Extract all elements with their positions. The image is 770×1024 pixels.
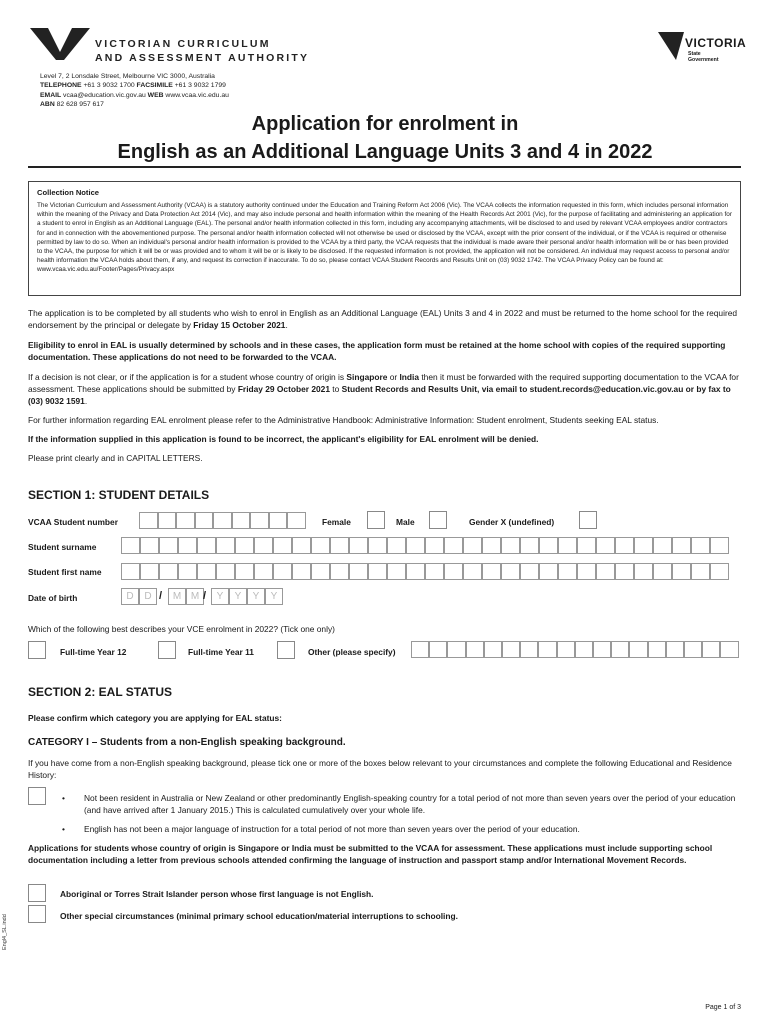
surname-cell[interactable] [501, 537, 520, 554]
other-specify-cell[interactable] [702, 641, 720, 658]
female-label: Female [322, 517, 351, 527]
genderx-label: Gender X (undefined) [469, 517, 555, 527]
other-specify-cell[interactable] [538, 641, 556, 658]
bullet-icon: • [62, 793, 65, 803]
firstname-cell[interactable] [254, 563, 273, 580]
dob-separator: / [159, 590, 163, 602]
female-checkbox[interactable] [367, 511, 385, 529]
other-specify-cell[interactable] [447, 641, 465, 658]
surname-cell[interactable] [140, 537, 159, 554]
dob-placeholder: Y [270, 591, 278, 602]
dob-label: Date of birth [28, 593, 78, 603]
surname-cell[interactable] [482, 537, 501, 554]
page-number: Page 1 of 3 [705, 1004, 741, 1011]
other-specify-cell[interactable] [648, 641, 666, 658]
firstname-cell[interactable] [330, 563, 349, 580]
dob-placeholder: Y [216, 591, 224, 602]
other-specify-cell[interactable] [575, 641, 593, 658]
firstname-cell[interactable] [368, 563, 387, 580]
dob-placeholder: D [126, 591, 134, 602]
intro-p2: Eligibility to enrol in EAL is usually determined by schools and in these cases, the application form must be retained at the home school with copies of the required supporting documentation. These applications do not need to be forwarded to the VCAA. [28, 340, 726, 362]
genderx-checkbox[interactable] [579, 511, 597, 529]
address-block: Level 7, 2 Lonsdale Street, Melbourne VIC 3000, Australia TELEPHONE +61 3 9032 1700 FACSIMILE +61 3 9032 1799 EMAIL vcaa@education.vic.gov.au WEB www.vcaa.vic.edu.au ABN 82 628 957 617 [40, 73, 229, 109]
surname-cell[interactable] [273, 537, 292, 554]
surname-cell[interactable] [406, 537, 425, 554]
notice-text: The Victorian Curriculum and Assessment Authority (VCAA) is a statutory authority continued under the Education and Training Reform Act 2006 (Vic). The VCAA collects the information requested in this form, which includes personal information within the meaning of the Privacy and Data Protection Act 2014 (Vic), and may also include personal and health information within the meaning of the Health Records Act 2001 (Vic), for the purpose of facilitating and administering an application for a student to enrol in English as an Additional Language (EAL). The personal and/or health information collected in this form, including any accompanying attachments, will be disclosed to and used by relevant VCAA employees and/or contractors for and in connection with the abovementioned purpose. The personal and/or health information collected will not otherwise be used or disclosed by the VCAA, except with the prior consent of the individual, or if the VCAA is required or otherwise permitted by law to do so. When an individual's personal and/or health information is provided to the VCAA by a third party, the VCAA requests that the individual is made aware their personal and/or health information will be or has been provided to the VCAA, the purpose for which it will be or was provided and to whom it will be or is likely to be disclosed. If the requested information is not provided, the application will not be considered. An individual may request access to personal and/or health information the VCAA holds about them, if any, and request its correction if inaccurate. To do so, please contact VCAA Student Records and Results Unit on (03) 9032 1742. The VCAA Privacy Policy can be found at: www.vcaa.vic.edu.au/Footer/Pages/Privacy.aspx [37, 202, 732, 274]
fulltime-year11-checkbox[interactable] [158, 641, 176, 659]
firstname-cell[interactable] [501, 563, 520, 580]
surname-cell[interactable] [691, 537, 710, 554]
vcaa-number-cell[interactable] [176, 512, 195, 529]
other-checkbox[interactable] [277, 641, 295, 659]
category-intro: If you have come from a non-English speaking background, please tick one or more of the boxes below relevant to your circumstances and complete the following Educational and Residence History: [28, 758, 732, 780]
firstname-cell[interactable] [482, 563, 501, 580]
firstname-cell[interactable] [178, 563, 197, 580]
firstname-cell[interactable] [216, 563, 235, 580]
enrolment-question: Which of the following best describes your VCE enrolment in 2022? (Tick one only) [28, 624, 335, 634]
firstname-cell[interactable] [349, 563, 368, 580]
fulltime-year11-label: Full-time Year 11 [188, 647, 254, 657]
firstname-cell[interactable] [159, 563, 178, 580]
vcaa-logo-icon [30, 26, 90, 62]
vic-logo-text: VICTORIA [685, 36, 747, 50]
firstname-cell[interactable] [273, 563, 292, 580]
vcaa-number-cell[interactable] [250, 512, 269, 529]
aboriginal-checkbox[interactable] [28, 884, 46, 902]
special-circumstances-checkbox[interactable] [28, 905, 46, 923]
surname-cell[interactable] [425, 537, 444, 554]
singapore-note: Applications for students whose country of origin is Singapore or India must be submitted to the VCAA for assessment. These applications must include supporting school documentation including a letter from previous schools attended confirming the language of instruction and passport stamp and/or International Movement Records. [28, 843, 713, 865]
firstname-cell[interactable] [615, 563, 634, 580]
collection-notice [28, 181, 741, 296]
surname-cell[interactable] [178, 537, 197, 554]
firstname-cell[interactable] [197, 563, 216, 580]
dob-placeholder: D [144, 591, 152, 602]
firstname-cell[interactable] [653, 563, 672, 580]
other-specify-cell[interactable] [629, 641, 647, 658]
other-specify-cell[interactable] [611, 641, 629, 658]
bullet-icon: • [62, 824, 65, 834]
firstname-cell[interactable] [444, 563, 463, 580]
other-specify-cell[interactable] [557, 641, 575, 658]
other-specify-cell[interactable] [502, 641, 520, 658]
surname-cell[interactable] [349, 537, 368, 554]
surname-cell[interactable] [159, 537, 178, 554]
firstname-cell[interactable] [634, 563, 653, 580]
fulltime-year12-label: Full-time Year 12 [60, 647, 127, 657]
firstname-cell[interactable] [292, 563, 311, 580]
other-specify-cell[interactable] [666, 641, 684, 658]
special-circumstances-label: Other special circumstances (minimal primary school education/material interruptions to schooling. [60, 911, 458, 921]
bullet2-text: English has not been a major language of instruction for a total period of not more than seven years over the period of your education. [84, 824, 580, 834]
page-title: Application for enrolment in English as an Additional Language Units 3 and 4 in 2022 [117, 113, 653, 163]
male-checkbox[interactable] [429, 511, 447, 529]
dob-placeholder: M [172, 591, 182, 602]
surname-cell[interactable] [311, 537, 330, 554]
surname-cell[interactable] [653, 537, 672, 554]
firstname-cell[interactable] [577, 563, 596, 580]
vcaa-number-cell[interactable] [158, 512, 177, 529]
notice-heading: Collection Notice [37, 188, 100, 197]
confirm-category: Please confirm which category you are applying for EAL status: [28, 713, 282, 723]
other-specify-cell[interactable] [466, 641, 484, 658]
intro-p4: For further information regarding EAL enrolment please refer to the Administrative Handbook: Administrative Information: Student enrolment, Students seeking EAL status. [28, 415, 659, 425]
firstname-cell[interactable] [691, 563, 710, 580]
vic-logo-sub: State Government [688, 51, 719, 63]
firstname-label: Student first name [28, 567, 102, 577]
firstname-cell[interactable] [558, 563, 577, 580]
firstname-cell[interactable] [520, 563, 539, 580]
surname-cell[interactable] [121, 537, 140, 554]
vcaa-number-cell[interactable] [139, 512, 158, 529]
category-heading: CATEGORY I – Students from a non-English speaking background. [28, 737, 346, 748]
firstname-cell[interactable] [121, 563, 140, 580]
surname-cell[interactable] [216, 537, 235, 554]
surname-cell[interactable] [387, 537, 406, 554]
vcaa-number-cell[interactable] [287, 512, 306, 529]
title-divider [28, 166, 741, 168]
surname-cell[interactable] [558, 537, 577, 554]
male-label: Male [396, 517, 415, 527]
other-label: Other (please specify) [308, 647, 396, 657]
firstname-cell[interactable] [672, 563, 691, 580]
intro-p5: If the information supplied in this application is found to be incorrect, the applicant's eligibility for EAL enrolment will be denied. [28, 434, 539, 444]
surname-cell[interactable] [710, 537, 729, 554]
other-specify-cell[interactable] [684, 641, 702, 658]
surname-cell[interactable] [197, 537, 216, 554]
intro-p1: The application is to be completed by all students who wish to enrol in English as an Additional Language (EAL) Units 3 and 4 in 2022 and must be returned to the home school for the required endorsement by the principal or delegate by Friday 15 October 2021. [28, 308, 738, 330]
surname-cell[interactable] [577, 537, 596, 554]
firstname-cell[interactable] [596, 563, 615, 580]
surname-cell[interactable] [615, 537, 634, 554]
side-code: Engl4_SL.indd [2, 914, 8, 950]
surname-cell[interactable] [634, 537, 653, 554]
firstname-cell[interactable] [539, 563, 558, 580]
surname-cell[interactable] [520, 537, 539, 554]
surname-cell[interactable] [596, 537, 615, 554]
vcaa-number-cell[interactable] [232, 512, 251, 529]
aboriginal-label: Aboriginal or Torres Strait Islander person whose first language is not English. [60, 889, 374, 899]
firstname-cell[interactable] [311, 563, 330, 580]
surname-cell[interactable] [463, 537, 482, 554]
dob-placeholder: Y [234, 591, 242, 602]
other-specify-cell[interactable] [520, 641, 538, 658]
dob-separator: / [203, 590, 207, 602]
firstname-cell[interactable] [463, 563, 482, 580]
org-name: VICTORIAN CURRICULUM AND ASSESSMENT AUTHORITY [95, 38, 310, 64]
section1-heading: SECTION 1: STUDENT DETAILS [28, 488, 210, 502]
surname-cell[interactable] [672, 537, 691, 554]
other-specify-cell[interactable] [593, 641, 611, 658]
surname-cell[interactable] [235, 537, 254, 554]
surname-label: Student surname [28, 542, 97, 552]
surname-cell[interactable] [292, 537, 311, 554]
fulltime-year12-checkbox[interactable] [28, 641, 46, 659]
firstname-cell[interactable] [425, 563, 444, 580]
surname-cell[interactable] [254, 537, 273, 554]
vcaa-number-cell[interactable] [195, 512, 214, 529]
vcaa-number-label: VCAA Student number [28, 517, 118, 527]
vcaa-number-cell[interactable] [269, 512, 288, 529]
firstname-cell[interactable] [235, 563, 254, 580]
surname-cell[interactable] [444, 537, 463, 554]
section2-heading: SECTION 2: EAL STATUS [28, 685, 173, 699]
category-checkbox[interactable] [28, 787, 46, 805]
dob-placeholder: M [190, 591, 200, 602]
other-specify-cell[interactable] [429, 641, 447, 658]
intro-p3: If a decision is not clear, or if the application is for a student whose country of origin is Singapore or India then it must be forwarded with the required supporting documentation to the VCAA for assessment. These applications should be submitted by Friday 29 October 2021 to Student Records and Results Unit, via email to student.records@education.vic.gov.au or by fax to (03) 9032 1591. [28, 372, 739, 406]
intro-p6: Please print clearly and in CAPITAL LETTERS. [28, 453, 203, 463]
firstname-cell[interactable] [406, 563, 425, 580]
surname-cell[interactable] [330, 537, 349, 554]
other-specify-cell[interactable] [720, 641, 738, 658]
bullet1-text: Not been resident in Australia or New Zealand or other predominantly English-speaking country for a total period of not more than seven years over the period of your education (and have arrived after 1 January 2015.) This is calculated cumulatively over your whole life. [84, 793, 736, 815]
other-specify-cell[interactable] [484, 641, 502, 658]
firstname-cell[interactable] [387, 563, 406, 580]
other-specify-cell[interactable] [411, 641, 429, 658]
surname-cell[interactable] [539, 537, 558, 554]
surname-cell[interactable] [368, 537, 387, 554]
firstname-cell[interactable] [140, 563, 159, 580]
firstname-cell[interactable] [710, 563, 729, 580]
vcaa-number-cell[interactable] [213, 512, 232, 529]
dob-placeholder: Y [252, 591, 260, 602]
